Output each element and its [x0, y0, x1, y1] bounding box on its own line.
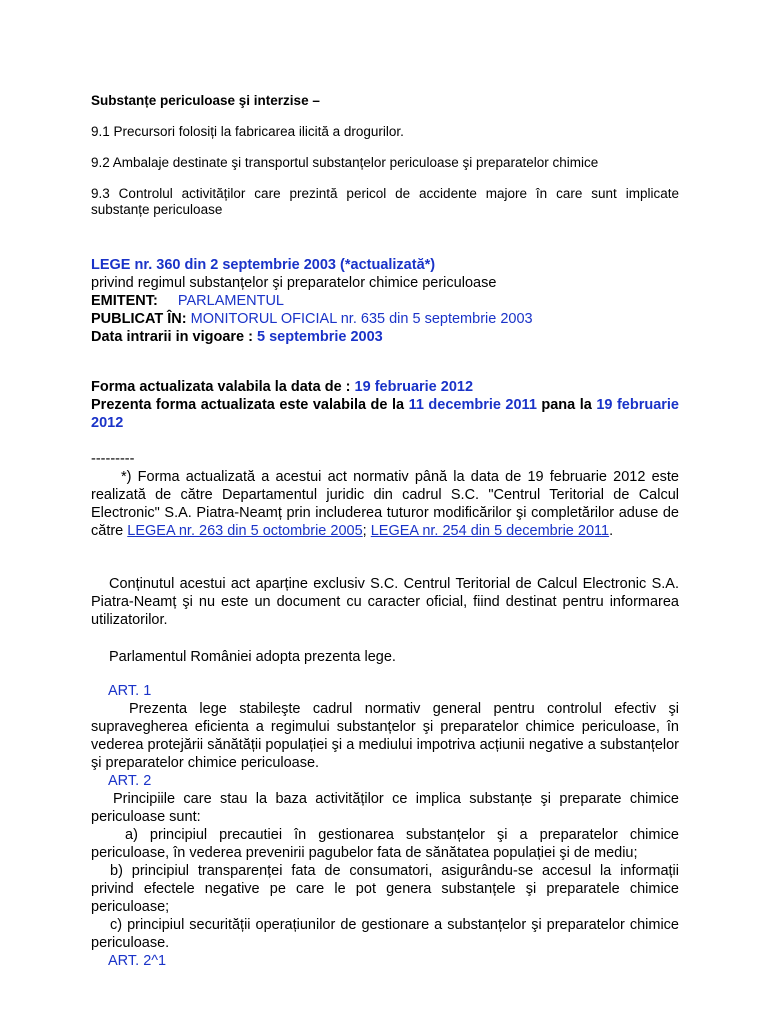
law-title: LEGE nr. 360 din 2 septembrie 2003 (*actualizată*) — [91, 257, 436, 273]
section-title: Substanțe periculoase şi interzise – — [91, 93, 320, 108]
law-publicat — [91, 310, 679, 328]
art1-text: Prezenta lege stabileşte cadrul normativ general pentru controlul efectiv şi supravegherea eficienta a regimului substanțelor şi preparatelor chimice periculoase, în vederea protejării sănătății populației şi a mediului impotriva acțiunii negative a substanțelor şi preparatelor chimice periculoase. — [91, 701, 679, 771]
forma-line2-mid: pana la — [541, 397, 592, 413]
art2-intro: Principiile care stau la baza activităților ce implica substanțe şi preparate chimice periculoase sunt: — [91, 791, 679, 825]
art2-label: ART. 2 — [108, 773, 152, 789]
art2-item-b: b) principiul transparenței fata de consumatori, asigurându-se accesul la informații privind efectele negative pe care le pot genera substanțele şi preparatele chimice periculoase; — [91, 863, 679, 915]
adopta-text: Parlamentul României adopta prezenta lege. — [109, 649, 396, 665]
forma-line1-label: Forma actualizata valabila la data de : — [91, 379, 351, 395]
law-header — [91, 256, 679, 346]
disclaimer: Conținutul acestui act aparține exclusiv S.C. Centrul Teritorial de Calcul Electronic S.A. Piatra-Neamț şi nu este un document cu caracter oficial, fiind destinat pentru informarea utilizatorilor. — [91, 576, 679, 628]
note-separator: --------- — [91, 451, 135, 467]
articles-block — [91, 682, 679, 970]
law-vigoare — [91, 328, 679, 346]
forma-line1 — [91, 378, 679, 396]
note-text — [91, 468, 679, 540]
publicat-value: MONITORUL OFICIAL nr. 635 din 5 septembrie 2003 — [190, 311, 533, 327]
note-end: . — [609, 523, 614, 539]
link-legea-263[interactable]: LEGEA nr. 263 din 5 octombrie 2005 — [127, 523, 363, 539]
forma-line2 — [91, 396, 679, 432]
emitent-label: EMITENT: — [91, 293, 158, 309]
forma-block — [91, 378, 679, 432]
link-legea-254[interactable]: LEGEA nr. 254 din 5 decembrie 2011 — [370, 523, 610, 539]
note-separator-semicolon: ; — [362, 523, 367, 539]
law-subtitle: privind regimul substanțelor şi preparatelor chimice periculoase — [91, 275, 497, 291]
note-block — [91, 450, 679, 540]
emitent-value: PARLAMENTUL — [177, 293, 284, 309]
art1-label: ART. 1 — [108, 683, 152, 699]
forma-line2-from: 11 decembrie 2011 — [408, 397, 537, 413]
section-item-9-1: 9.1 Precursori folosiți la fabricarea ilicită a drogurilor. — [91, 124, 404, 139]
art2-1-label: ART. 2^1 — [108, 953, 167, 969]
art2-item-a: a) principiul precautiei în gestionarea substanțelor şi a preparatelor chimice periculoase, în vederea prevenirii pagubelor fata de sănătatea populației şi de mediu; — [91, 827, 679, 861]
forma-line1-value: 19 februarie 2012 — [354, 379, 474, 395]
vigoare-value: 5 septembrie 2003 — [257, 329, 383, 345]
section-item-9-2: 9.2 Ambalaje destinate şi transportul substanțelor periculoase şi preparatelor chimice — [91, 155, 599, 170]
vigoare-label: Data intrarii in vigoare : — [91, 329, 253, 345]
art2-item-c: c) principiul securității operațiunilor de gestionare a substanțelor şi preparatelor chimice periculoase. — [91, 917, 679, 951]
forma-line2-prefix: Prezenta forma actualizata este valabila de la — [91, 397, 405, 413]
note-text-before: *) Forma actualizată a acestui act normativ până la data de 19 februarie 2012 este realizată de către Departamentul juridic din cadrul S.C. "Centrul Teritorial de Calcul Electronic" S.A. Piatra-Neamț prin includerea tuturor modificărilor şi completărilor aduse de către — [91, 469, 679, 539]
forma-line2-to: 19 februarie 2012 — [91, 397, 680, 431]
law-emitent — [91, 292, 679, 310]
publicat-label: PUBLICAT ÎN: — [91, 311, 187, 327]
section-item-9-3: 9.3 Controlul activităților care prezintă pericol de accidente majore în care sunt implicate substanțe periculoase — [91, 186, 679, 217]
